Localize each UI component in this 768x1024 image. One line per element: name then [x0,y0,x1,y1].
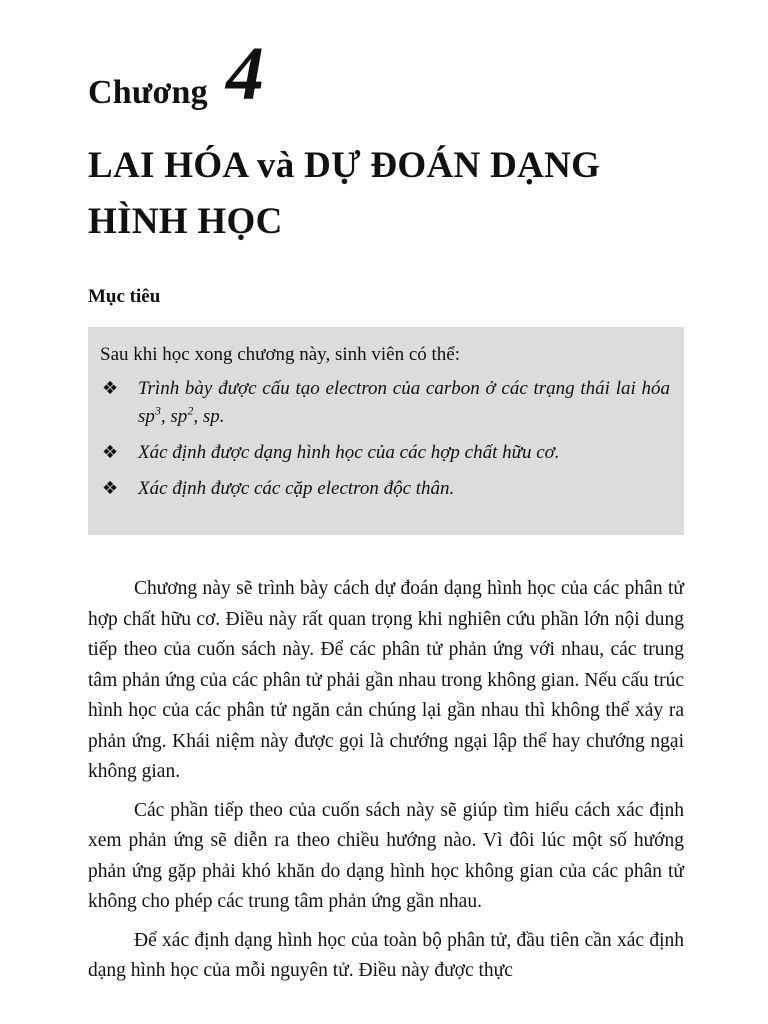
body-text [88,574,684,995]
objective-text: Trình bày được cấu tạo electron của carbon ở các trạng thái lai hóa sp [138,378,670,427]
diamond-bullet-icon: ❖ [102,378,119,399]
superscript: 3 [154,403,161,418]
objective-item [100,475,670,503]
diamond-bullet-icon: ❖ [102,442,119,463]
paragraph: Các phần tiếp theo của cuốn sách này sẽ giúp tìm hiểu cách xác định xem phản ứng sẽ diễn ra theo chiều hướng nào. Vì đôi lúc một số hướng phản ứng gặp phải khó khăn do dạng hình học không gian của các phân tử không cho phép các trung tâm phản ứng gần nhau. [88,799,684,912]
objective-item [100,375,670,431]
objective-text: , sp. [193,406,225,427]
objectives-intro: Sau khi học xong chương này, sinh viên có thể: [100,344,460,365]
diamond-bullet-icon: ❖ [102,478,119,499]
objective-text: Xác định được dạng hình học của các hợp chất hữu cơ. [138,442,560,463]
objective-text: Xác định được các cặp electron độc thân. [138,478,455,499]
paragraph: Để xác định dạng hình học của toàn bộ phân tử, đầu tiên cần xác định dạng hình học của mỗi nguyên tử. Điều này được thực [88,929,684,981]
objective-item [100,439,670,467]
objectives-list [100,375,670,503]
chapter-word: Chương [88,74,208,111]
superscript: 2 [187,403,194,418]
paragraph: Chương này sẽ trình bày cách dự đoán dạng hình học của các phân tử hợp chất hữu cơ. Điều này rất quan trọng khi nghiên cứu phần lớn nội dung tiếp theo của cuốn sách này. Để các phân tử phản ứng với nhau, các trung tâm phản ứng của các phân tử phải gần nhau trong không gian. Nếu cấu trúc hình học của các phân tử ngăn cản chúng lại gần nhau thì không thể xảy ra phản ứng. Khái niệm này được gọi là chướng ngại lập thể hay chướng ngại không gian. [88,578,684,782]
chapter-title: LAI HÓA và DỰ ĐOÁN DẠNG HÌNH HỌC [88,145,601,242]
objectives-box [88,327,684,535]
objectives-heading: Mục tiêu [88,286,161,307]
chapter-number: 4 [226,32,264,116]
objective-text: , sp [160,406,188,427]
